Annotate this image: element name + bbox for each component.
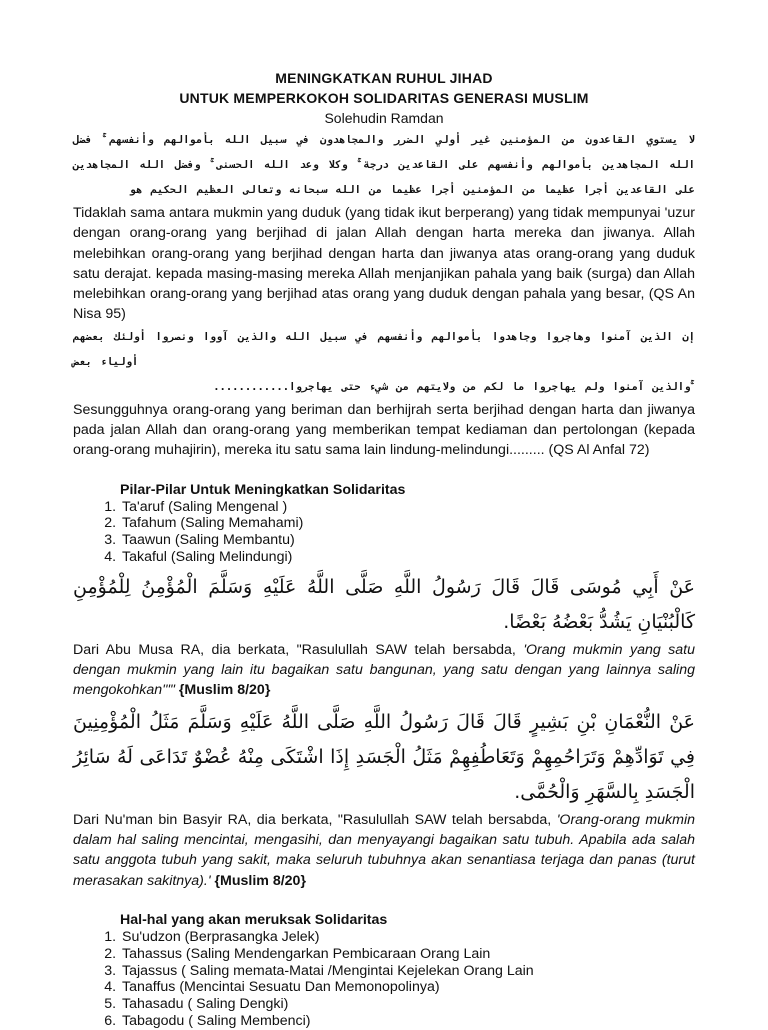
quran-verse-garbled-1: ﻻ ﻳﺴﺘﻮﻱ ﺍﻟﻘﺎﻋﺪﻭﻥ ﻣﻦ ﺍﻟﻤﺆﻣﻨﻴﻦ ﻏﻴﺮ ﺃﻭﻟﻲ ﺍﻟﻀﺮﺭ ﻭﺍﻟﻤﺠﺎﻫﺪﻭﻥ ﻓﻲ ﺳﺒﻴﻞ ﺍﻟﻠﻪ ﺑﺄﻣﻮﺍﻟﻬﻢ ﻭﺃﻧﻔﺴﻬﻢ ۚ ﻓﻀﻞ ﺍﻟﻠﻪ ﺍﻟﻤﺠﺎﻫﺪﻳﻦ ﺑﺄﻣﻮﺍﻟﻬﻢ ﻭﺃﻧﻔﺴﻬﻢ ﻋﻠﻰ ﺍﻟﻘﺎﻋﺪﻳﻦ ﺩﺭﺟﺔ ۚ ﻭﻛﻼ ﻭﻋﺪ ﺍﻟﻠﻪ ﺍﻟﺤﺴﻨﻰ ۚ ﻭﻓﻀﻞ ﺍﻟﻠﻪ ﺍﻟﻤﺠﺎﻫﺪﻳﻦ ﻋﻠﻰ ﺍﻟﻘﺎﻋﺪﻳﻦ ﺃﺟﺮﺍ ﻋﻈﻴﻤﺎ ﻣﻦ ﺍﻟﻤﺆﻣﻨﻴﻦ ﺃﺟﺮﺍ ﻋﻈﻴﻤﺎ ﻣﻦ ﺍﻟﻠﻪ ﺳﺒﺤﺎﻧﻪ ﻭﺗﻌﺎﻟﻰ ﺍﻟﻌﻈﻴﻢ ﺍﻟﺤﻜﻴﻢ ﻫﻮ	[73, 134, 695, 196]
list-item: 1. Su'udzon (Berprasangka Jelek)	[120, 929, 695, 946]
list-item: 2. Tahassus (Saling Mendengarkan Pembicaraan Orang Lain	[120, 946, 695, 963]
list-item: 2. Tafahum (Saling Memahami)	[120, 515, 695, 532]
hadith-2-quote: 'Orang-orang mukmin dalam hal saling mencintai, mengasihi, dan menyayangi bagaikan satu tubuh. Apabila ada salah satu anggota tubuh yang sakit, maka seluruh tubuhnya akan senantiasa terjaga dan panas (turut merasakan sakitnya).'	[73, 811, 695, 889]
doc-title-line-2: UNTUK MEMPERKOKOH SOLIDARITAS GENERASI MUSLIM	[179, 90, 589, 106]
doc-title-line-1: MENINGKATKAN RUHUL JIHAD	[275, 70, 493, 86]
list-item: 4. Tanaffus (Mencintai Sesuatu Dan Memonopolinya)	[120, 979, 695, 996]
list-item: 1. Ta'aruf (Saling Mengenal )	[120, 499, 695, 516]
spacer	[73, 461, 695, 481]
translation-an-nisa-95: Tidaklah sama antara mukmin yang duduk (yang tidak ikut berperang) yang tidak mempunyai 'uzur dengan orang-orang yang berjihad di jalan Allah dengan harta mereka dan jiwanya. Allah melebihkan orang-orang yang berjihad dengan harta dan jiwanya atas orang-orang yang duduk satu derajat. kepada masing-masing mereka Allah menjanjikan pahala yang baik (surga) dan Allah melebihkan orang-orang yang berjihad atas orang yang duduk dengan pahala yang besar, (QS An Nisa 95)	[73, 205, 695, 323]
section-pillars-heading: Pilar-Pilar Untuk Meningkatkan Solidaritas	[120, 481, 406, 498]
destroyers-list	[73, 929, 695, 1030]
quran-verse-garbled-2a: ﺇﻥ ﺍﻟﺬﻳﻦ ﺁﻣﻨﻮﺍ ﻭﻫﺎﺟﺮﻭﺍ ﻭﺟﺎﻫﺪﻭﺍ ﺑﺄﻣﻮﺍﻟﻬﻢ ﻭﺃﻧﻔﺴﻬﻢ ﻓﻲ ﺳﺒﻴﻞ ﺍﻟﻠﻪ ﻭﺍﻟﺬﻳﻦ ﺁﻭﻭﺍ ﻭﻧﺼﺮﻭﺍ ﺃﻭﻟﺌﻚ ﺑﻌﻀﻬﻢ ﺃﻭﻟﻴﺎﺀ ﺑﻌﺾ	[73, 330, 695, 368]
hadith-1-intro: Dari Abu Musa RA, dia berkata, "Rasulullah SAW telah bersabda,	[73, 641, 524, 658]
list-item: 4. Takaful (Saling Melindungi)	[120, 549, 695, 566]
section-destroyers-heading: Hal-hal yang akan meruksak Solidaritas	[120, 911, 388, 928]
pillars-list	[73, 499, 695, 566]
list-item: 6. Tabagodu ( Saling Membenci)	[120, 1013, 695, 1030]
doc-author: Solehudin Ramdan	[324, 110, 444, 126]
hadith-1-reference: {Muslim 8/20}	[174, 682, 271, 699]
translation-al-anfal-72: Sesungguhnya orang-orang yang beriman dan berhijrah serta berjihad dengan harta dan jiwanya pada jalan Allah dan orang-orang yang memberikan tempat kediaman dan pertolongan (kepada orang-orang muhajirin), mereka itu satu sama lain lindung-melindungi......... (QS Al Anfal 72)	[73, 401, 695, 459]
list-item: 5. Tahasadu ( Saling Dengki)	[120, 996, 695, 1013]
spacer	[73, 891, 695, 911]
hadith-2-reference: {Muslim 8/20}	[210, 872, 306, 889]
hadith-1-quote: 'Orang mukmin yang satu dengan mukmin yang lain itu bagaikan satu bangunan, yang satu dengan yang lainnya saling mengokohkan'""	[73, 641, 696, 699]
hadith-2-arabic: عَنْ النُّعْمَانِ بْنِ بَشِيرٍ قَالَ قَالَ رَسُولُ اللَّهِ صَلَّى اللَّهُ عَلَيْهِ وَسَلَّمَ مَثَلُ الْمُؤْمِنِينَ فِي تَوَادِّهِمْ وَتَرَاحُمِهِمْ وَتَعَاطُفِهِمْ مَثَلُ الْجَسَدِ إِذَا اشْتَكَى مِنْهُ عُضْوٌ تَدَاعَى لَهُ سَائِرُ الْجَسَدِ بِالسَّهَرِ وَالْحُمَّى.	[73, 710, 695, 803]
hadith-1-arabic: عَنْ أَبِي مُوسَى قَالَ قَالَ رَسُولُ اللَّهِ صَلَّى اللَّهُ عَلَيْهِ وَسَلَّمَ الْمُؤْمِنُ لِلْمُؤْمِنِ كَالْبُنْيَانِ يَشُدُّ بَعْضُهُ بَعْضًا.	[73, 575, 695, 633]
hadith-2-translation	[73, 810, 695, 891]
list-item: 3. Tajassus ( Saling memata-Matai /Mengintai Kejelekan Orang Lain	[120, 963, 695, 980]
hadith-1-translation	[73, 640, 695, 701]
list-item: 3. Taawun (Saling Membantu)	[120, 532, 695, 549]
quran-verse-garbled-2b: ............ﻭﺍﻟﺬﻳﻦ ﺁﻣﻨﻮﺍ ﻭﻟﻢ ﻳﻬﺎﺟﺮﻭﺍ ﻣﺎ ﻟﻜﻢ ﻣﻦ ﻭﻻﻳﺘﻬﻢ ﻣﻦ ﺷﻲﺀ ﺣﺘﻰ ﻳﻬﺎﺟﺮﻭﺍ ۚ	[213, 380, 695, 393]
hadith-2-intro: Dari Nu'man bin Basyir RA, dia berkata, "Rasulullah SAW telah bersabda,	[73, 811, 557, 828]
